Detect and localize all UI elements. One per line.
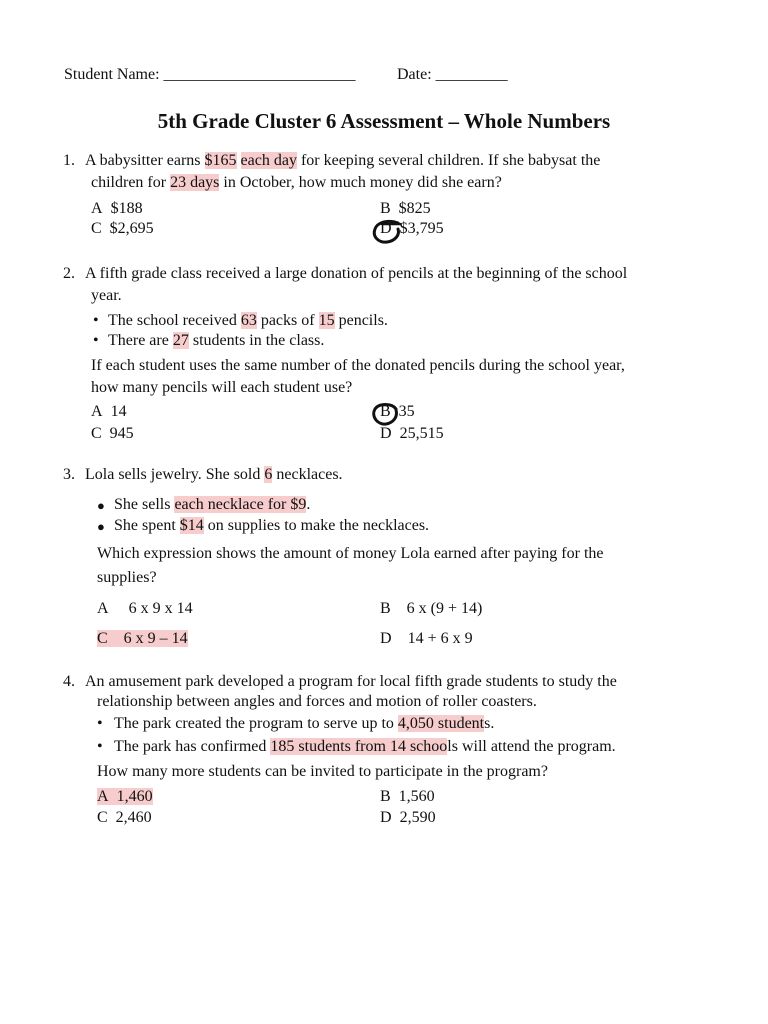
q3-highlight-6: 6 bbox=[264, 466, 273, 483]
q4-bullet1: The park created the program to serve up to 4,050 students. bbox=[114, 715, 495, 732]
q2-line2: year. bbox=[91, 287, 122, 304]
q1-highlight-23-days: 23 days bbox=[170, 174, 220, 191]
q4-bullet2-dot: • bbox=[97, 738, 103, 755]
q1-choice-d: D $3,795 bbox=[380, 220, 444, 237]
page-title: 5th Grade Cluster 6 Assessment – Whole Numbers bbox=[157, 109, 611, 133]
q3-prompt1: Which expression shows the amount of money Lola earned after paying for the bbox=[97, 545, 604, 562]
q3-bullet1: She sells each necklace for $9. bbox=[114, 496, 311, 513]
q4-number: 4. bbox=[63, 673, 75, 690]
q3-bullet2: She spent $14 on supplies to make the necklaces. bbox=[114, 517, 430, 534]
q2-highlight-15: 15 bbox=[318, 312, 335, 329]
q2-prompt2: how many pencils will each student use? bbox=[91, 379, 353, 396]
q4-line1: An amusement park developed a program for local fifth grade students to study the bbox=[85, 673, 617, 690]
student-name-label: Student Name: bbox=[64, 66, 160, 83]
q2-choice-b: B 35 bbox=[380, 403, 415, 420]
date-blank: _________ bbox=[435, 66, 508, 83]
q2-number: 2. bbox=[63, 265, 75, 282]
q1-choice-a: A $188 bbox=[91, 200, 143, 217]
q1-choice-c: C $2,695 bbox=[91, 220, 154, 237]
q4-choice-b: B 1,560 bbox=[380, 788, 435, 805]
student-name-blank: ________________________ bbox=[163, 66, 356, 83]
q4-choice-a bbox=[97, 787, 153, 807]
q4-bullet1-dot: • bbox=[97, 715, 103, 732]
q1-highlight-165: $165 bbox=[204, 152, 237, 169]
q1-answer-circle-mark bbox=[370, 218, 404, 246]
q1-choice-b: B $825 bbox=[380, 200, 431, 217]
date-label: Date: bbox=[397, 66, 432, 83]
q3-prompt2: supplies? bbox=[97, 569, 157, 586]
q3-highlight-choice-c: C 6 x 9 – 14 bbox=[97, 630, 188, 647]
q4-highlight-choice-a: A 1,460 bbox=[97, 788, 153, 805]
q3-choice-b: B 6 x (9 + 14) bbox=[380, 600, 483, 617]
q1-line2: children for 23 days in October, how much money did she earn? bbox=[91, 174, 502, 191]
q4-highlight-4050: 4,050 student bbox=[397, 715, 485, 732]
q2-highlight-27: 27 bbox=[172, 332, 189, 349]
q2-choice-a: A 14 bbox=[91, 403, 127, 420]
q2-choice-d: D 25,515 bbox=[380, 425, 444, 442]
q4-prompt1: How many more students can be invited to participate in the program? bbox=[97, 763, 548, 780]
q3-line1: Lola sells jewelry. She sold 6 necklaces. bbox=[85, 466, 343, 483]
q2-answer-circle-mark bbox=[369, 401, 403, 429]
q3-highlight-14: $14 bbox=[179, 517, 204, 534]
student-name-line bbox=[64, 66, 356, 84]
q3-number: 3. bbox=[63, 466, 75, 483]
q2-bullet1: The school received 63 packs of 15 pencils. bbox=[108, 312, 388, 329]
q3-choice-d: D 14 + 6 x 9 bbox=[380, 630, 473, 647]
q4-choice-d: D 2,590 bbox=[380, 809, 436, 826]
q1-line1: A babysitter earns $165 each day for keeping several children. If she babysat the bbox=[85, 152, 601, 169]
q2-bullet2: There are 27 students in the class. bbox=[108, 332, 325, 349]
q3-choice-c bbox=[97, 629, 188, 649]
q3-choice-a: A 6 x 9 x 14 bbox=[97, 600, 193, 617]
q4-highlight-185-students: 185 students from 14 schoo bbox=[270, 738, 448, 755]
q2-prompt1: If each student uses the same number of the donated pencils during the school year, bbox=[91, 357, 625, 374]
q3-highlight-each-necklace: each necklace for $9 bbox=[174, 496, 307, 513]
q4-bullet2: The park has confirmed 185 students from 14 schools will attend the program. bbox=[114, 738, 616, 755]
q2-line1: A fifth grade class received a large donation of pencils at the beginning of the school bbox=[85, 265, 628, 282]
q3-bullet2-dot: ● bbox=[97, 519, 105, 534]
q2-choice-c: C 945 bbox=[91, 425, 134, 442]
q3-bullet1-dot: ● bbox=[97, 498, 105, 513]
q2-bullet2-dot: • bbox=[93, 332, 99, 349]
q2-bullet1-dot: • bbox=[93, 312, 99, 329]
q1-highlight-each-day: each day bbox=[240, 152, 297, 169]
q4-choice-c: C 2,460 bbox=[97, 809, 152, 826]
q2-highlight-63: 63 bbox=[240, 312, 257, 329]
date-line bbox=[397, 66, 508, 84]
q1-number: 1. bbox=[63, 152, 75, 169]
q4-line2: relationship between angles and forces and motion of roller coasters. bbox=[97, 693, 537, 710]
